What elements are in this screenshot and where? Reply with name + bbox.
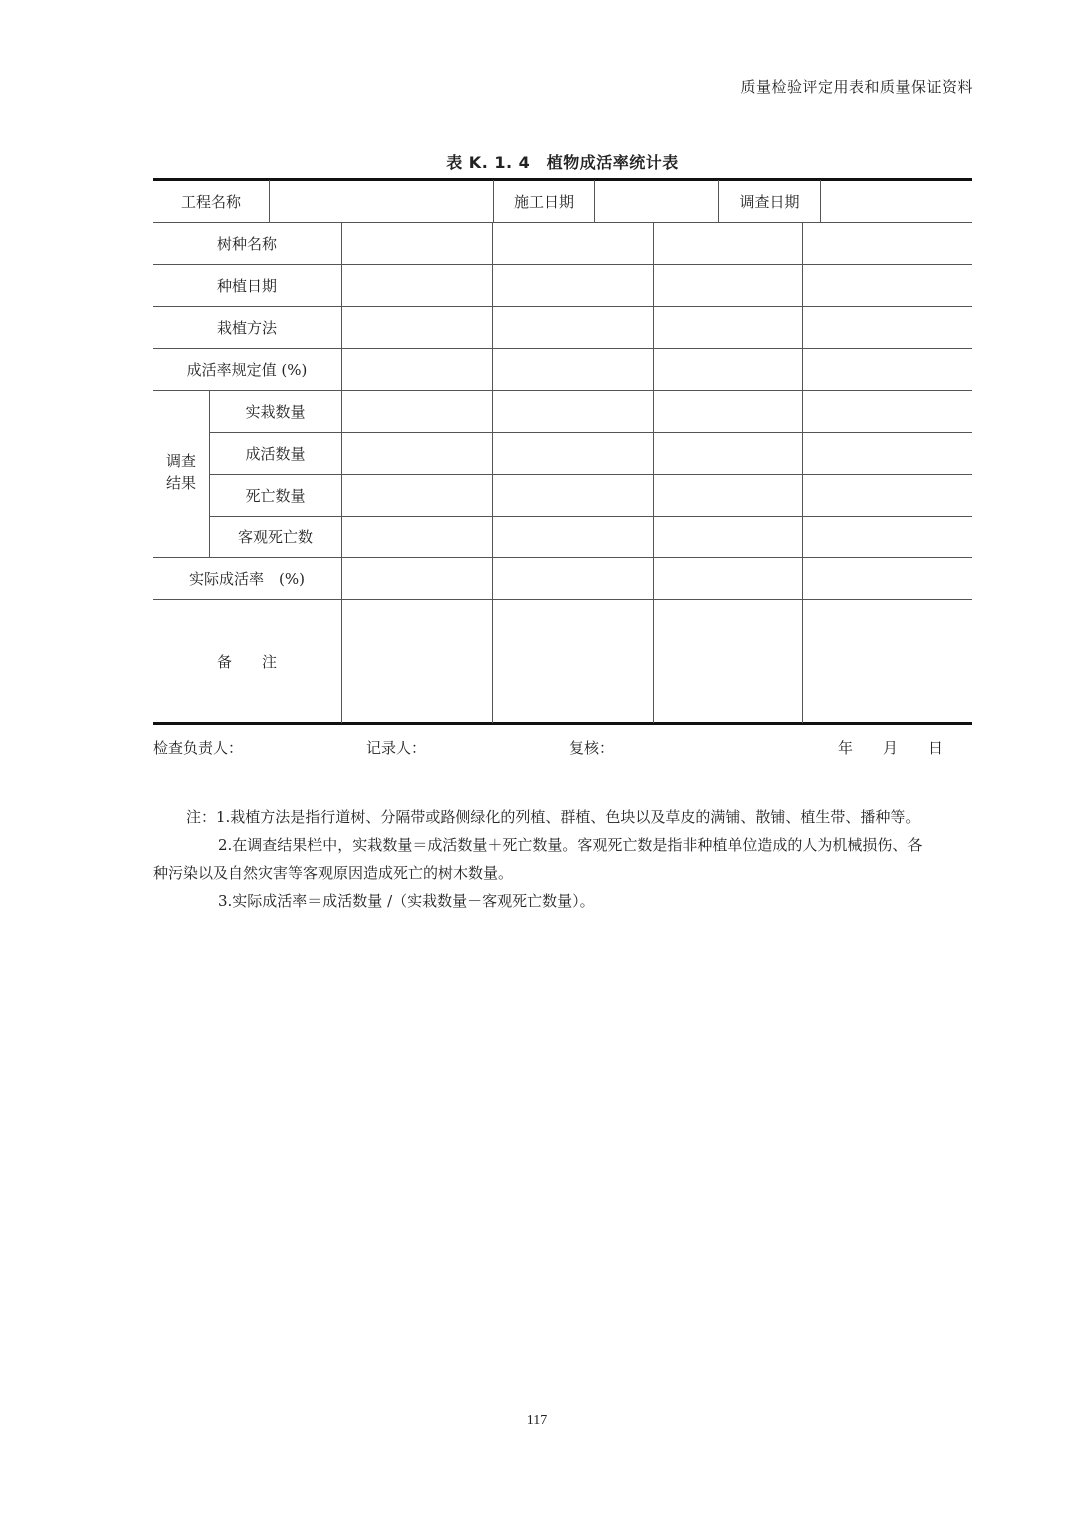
row-label-required-rate: 成活率规定值 (%) [186,360,308,379]
table-title: 表 K. 1. 4 植物成活率统计表 [446,153,679,172]
row-label-planting-method: 栽植方法 [216,318,277,337]
row-label-tree-species: 树种名称 [216,234,277,253]
survey-date-field[interactable] [821,180,972,222]
note-2-line1: 2.在调查结果栏中，实栽数量＝成活数量＋死亡数量。客观死亡数是指非种植单位造成的人为机械损伤、各 [218,836,923,854]
row-label-objective-death-count: 客观死亡数 [237,528,313,546]
inspector-label: 检查负责人： [153,739,244,757]
survey-date-label: 调查日期 [739,192,800,211]
row-label-dead-count: 死亡数量 [245,486,306,505]
row-label-planted-count: 实栽数量 [245,402,306,421]
row-label-planting-date: 种植日期 [216,276,277,295]
construction-date-label: 施工日期 [513,192,574,211]
page-header: 质量检验评定用表和质量保证资料 [740,78,973,96]
project-name-field[interactable] [270,180,493,222]
note-2-line2: 种污染以及自然灾害等客观原因造成死亡的树木数量。 [153,864,514,882]
col-divider [341,222,342,723]
recorder-label: 记录人： [366,739,427,757]
row-label-remarks: 备 注 [216,652,277,671]
row-label-survived-count: 成活数量 [245,444,306,463]
col-divider [653,222,654,723]
reviewer-label: 复核： [569,739,615,757]
project-name-label: 工程名称 [180,192,241,211]
construction-date-field[interactable] [595,180,718,222]
table-bottom-border [153,722,972,725]
page-number: 117 [526,1413,548,1428]
note-1: 注：1.栽植方法是指行道树、分隔带或路侧绿化的列植、群植、色块以及草皮的满铺、散铺、植生带、播种等。 [186,808,921,826]
col-divider [492,222,493,723]
survey-group-label-line2: 结果 [165,474,196,492]
row-label-actual-rate: 实际成活率 (%) [189,569,305,588]
col-divider [802,222,803,723]
survey-group-label [153,450,209,494]
note-3: 3.实际成活率＝成活数量 /（实栽数量－客观死亡数量）。 [218,892,595,910]
survey-group-label-line1: 调查 [165,452,196,470]
date-label: 年 月 日 [838,739,944,757]
